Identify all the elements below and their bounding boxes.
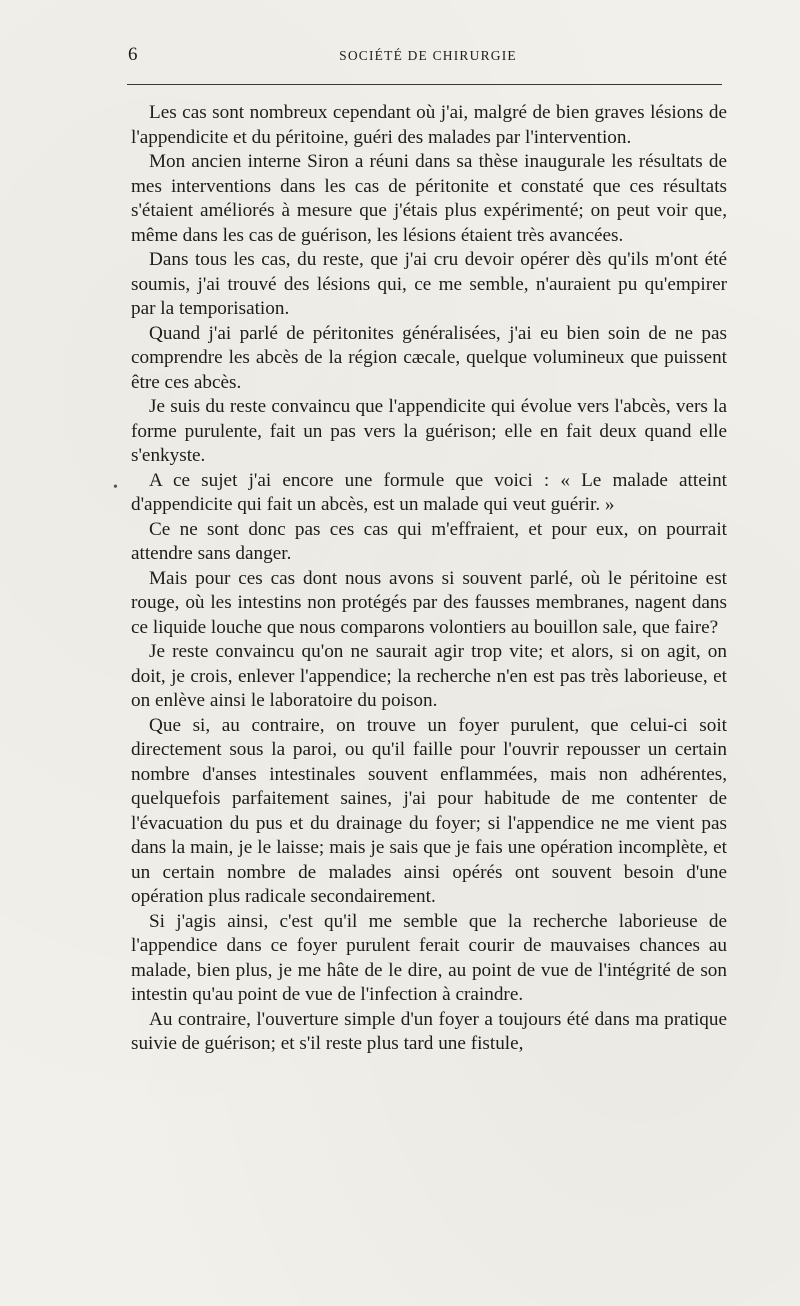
page-header xyxy=(128,44,728,70)
paragraph: Je suis du reste convaincu que l'appendicite qui évolue vers l'abcès, vers la forme purulente, fait un pas vers la guérison; elle en fait deux quand elle s'enkyste. xyxy=(131,396,727,466)
running-title: SOCIÉTÉ DE CHIRURGIE xyxy=(339,48,517,63)
paragraph: Mon ancien interne Siron a réuni dans sa thèse inaugurale les résultats de mes interventions dans les cas de péritonite et constaté que ces résultats s'étaient améliorés à mesure que j'étais plus expérimenté; on peut voir que, même dans les cas de guérison, les lésions étaient très avancées. xyxy=(131,151,727,246)
page-number: 6 xyxy=(128,44,138,65)
paragraph: Au contraire, l'ouverture simple d'un foyer a toujours été dans ma pratique suivie de guérison; et s'il reste plus tard une fistule, xyxy=(131,1008,727,1054)
paragraph: A ce sujet j'ai encore une formule que voici : « Le malade atteint d'appendicite qui fait un abcès, est un malade qui veut guérir. » xyxy=(131,469,727,515)
paragraph: Les cas sont nombreux cependant où j'ai, malgré de bien graves lésions de l'appendicite et du péritoine, guéri des malades par l'intervention. xyxy=(131,102,727,148)
paragraph: Je reste convaincu qu'on ne saurait agir trop vite; et alors, si on agit, on doit, je crois, enlever l'appendice; la recherche n'en est pas très laborieuse, et on enlève ainsi le laboratoire du poison. xyxy=(131,641,727,711)
margin-mark: • xyxy=(113,480,118,495)
paragraph: Dans tous les cas, du reste, que j'ai cru devoir opérer dès qu'ils m'ont été soumis, j'ai trouvé des lésions qui, ce me semble, n'auraient pu qu'empirer par la temporisation. xyxy=(131,249,727,319)
paragraph: Ce ne sont donc pas ces cas qui m'effraient, et pour eux, on pourrait attendre sans danger. xyxy=(131,518,727,564)
body-text xyxy=(131,101,727,1057)
paragraph: Quand j'ai parlé de péritonites généralisées, j'ai eu bien soin de ne pas comprendre les abcès de la région cæcale, quelque volumineux que puissent être ces abcès. xyxy=(131,322,727,393)
paragraph: Mais pour ces cas dont nous avons si souvent parlé, où le péritoine est rouge, où les intestins non protégés par des fausses membranes, nagent dans ce liquide louche que nous comparons volontiers au bouillon sale, que faire? xyxy=(131,567,727,638)
paragraph: Si j'agis ainsi, c'est qu'il me semble que la recherche laborieuse de l'appendice dans ce foyer purulent ferait courir de mauvaises chances au malade, bien plus, je me hâte de le dire, au point de vue de l'intégrité de son intestin qu'au point de vue de l'infection à craindre. xyxy=(131,910,727,1005)
header-rule xyxy=(127,84,722,85)
paragraph: Que si, au contraire, on trouve un foyer purulent, que celui-ci soit directement sous la paroi, ou qu'il faille pour l'ouvrir repousser un certain nombre d'anses intestinales souvent enflammées, mais non adhérentes, quelquefois parfaitement saines, j'ai pour habitude de me contenter de l'évacuation du pus et du drainage du foyer; si l'appendice ne me vient pas dans la main, je le laisse; mais je sais que je fais une opération incomplète, et un certain nombre de malades ainsi opérés ont souvent besoin d'une opération plus radicale secondairement. xyxy=(131,714,727,907)
